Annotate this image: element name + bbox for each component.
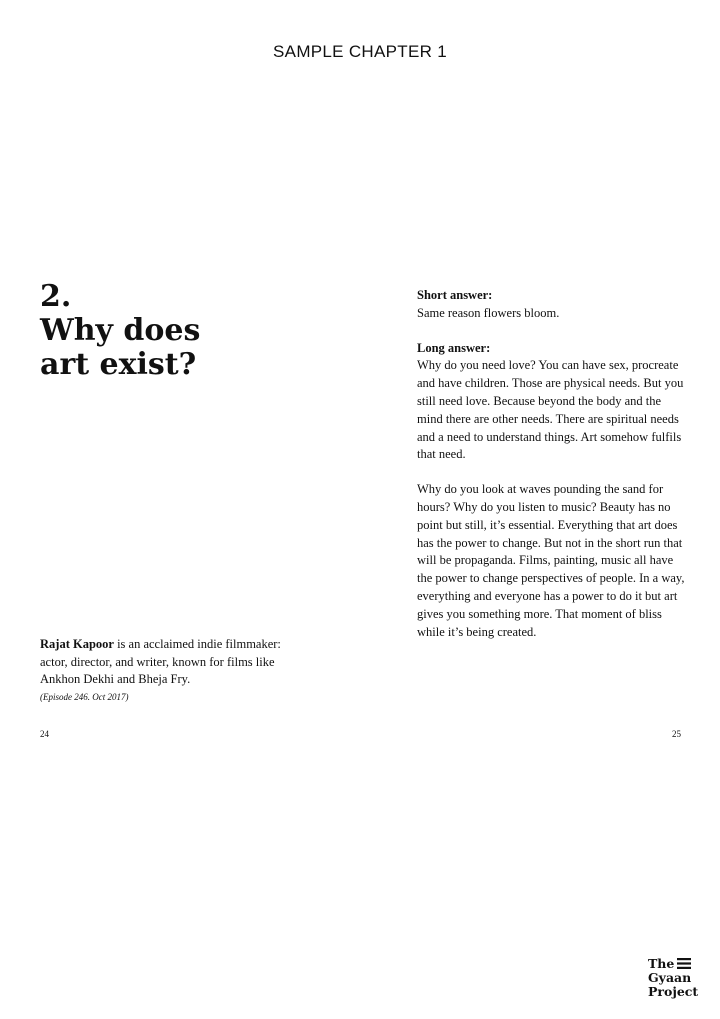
- chapter-title-line1: Why does: [40, 313, 201, 348]
- author-bio: [40, 636, 310, 689]
- long-answer-paragraph-2: Why do you look at waves pounding the sand for hours? Why do you listen to music? Beauty has no point but still, it’s essential. Everything that art does has the power to change. But not in the short run that will be propaganda. Films, painting, music all have the power to change perspectives of people. In a way, everything and everyone has a power to do it but art gives you something more. That moment of bliss while it’s being created.: [417, 482, 685, 639]
- long-answer-paragraph-1: Why do you need love? You can have sex, procreate and have children. Those are physical needs. But you still need love. Because beyond the body and the mind there are other needs. There are spiritual needs and a need to understand things. Art somehow fulfils that need.: [417, 358, 684, 462]
- long-answer-label: Long answer:: [417, 340, 491, 355]
- chapter-header: SAMPLE CHAPTER 1: [273, 42, 447, 61]
- publisher-logo: [648, 957, 704, 998]
- logo-word-the: The: [648, 956, 675, 971]
- chapter-number: 2.: [40, 279, 72, 314]
- author-name: Rajat Kapoor: [40, 637, 114, 651]
- chapter-title-line2: art exist?: [40, 347, 197, 382]
- logo-word-gyaan: Gyaan: [648, 970, 692, 986]
- page-number-left: 24: [40, 729, 49, 739]
- short-answer-text: Same reason flowers bloom.: [417, 305, 560, 320]
- episode-reference: (Episode 246. Oct 2017): [40, 692, 129, 702]
- author-bio-text: is an acclaimed indie filmmaker: actor, director, and writer, known for films like Ankhon Dekhi and Bheja Fry.: [40, 637, 281, 686]
- page-number-right: 25: [672, 729, 681, 739]
- short-answer-label: Short answer:: [417, 288, 493, 302]
- triple-bar-logo-icon: [677, 958, 691, 972]
- chapter-heading: [40, 280, 200, 382]
- answers-column: [417, 287, 685, 641]
- logo-word-project: Project: [648, 983, 699, 999]
